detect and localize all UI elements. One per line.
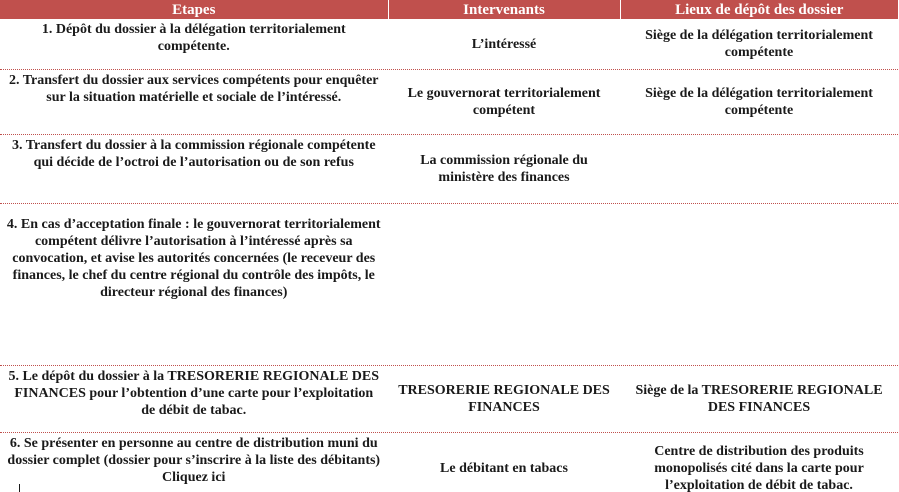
header-intervenants: Intervenants	[388, 0, 620, 19]
lieu-cell	[620, 204, 898, 366]
lieu-cell: Siège de la délégation territorialement compétente	[620, 19, 898, 70]
header-lieux: Lieux de dépôt des dossier	[620, 0, 898, 19]
intervenant-cell: L’intéressé	[388, 19, 620, 70]
etape-cell: 4. En cas d’acceptation finale : le gouvernorat territorialement compétent délivre l’autorisation à l’intéressé après sa convocation, et avise les autorités concernées (le receveur des finances, le chef du centre régional du contrôle des impôts, le directeur régional des finances)	[0, 204, 388, 366]
table-row	[0, 135, 898, 204]
etape-cell: 3. Transfert du dossier à la commission régionale compétente qui décide de l’octroi de l’autorisation ou de son refus	[0, 135, 388, 204]
lieu-cell: Siège de la TRESORERIE REGIONALE DES FINANCES	[620, 366, 898, 433]
lieu-cell	[620, 135, 898, 204]
intervenant-cell	[388, 204, 620, 366]
table-row	[0, 70, 898, 135]
etape-cell: 6. Se présenter en personne au centre de distribution muni du dossier complet (dossier pour s’inscrire à la liste des débitants) Cliquez ici	[0, 433, 388, 492]
intervenant-cell: La commission régionale du ministère des finances	[388, 135, 620, 204]
table-row	[0, 19, 898, 70]
lieu-cell: Siège de la délégation territorialement compétente	[620, 70, 898, 135]
header-etapes: Etapes	[0, 0, 388, 19]
table-row	[0, 204, 898, 366]
header-row	[0, 0, 898, 19]
etape-cell: 2. Transfert du dossier aux services compétents pour enquêter sur la situation matérielle et sociale de l’intéressé.	[0, 70, 388, 135]
intervenant-cell: Le gouvernorat territorialement compétent	[388, 70, 620, 135]
intervenant-cell: Le débitant en tabacs	[388, 433, 620, 492]
etape-cell: 1. Dépôt du dossier à la délégation territorialement compétente.	[0, 19, 388, 70]
lieu-cell: Centre de distribution des produits monopolisés cité dans la carte pour l’exploitation de débit de tabac.	[620, 433, 898, 492]
text-cursor-mark	[19, 484, 20, 492]
intervenant-cell: TRESORERIE REGIONALE DES FINANCES	[388, 366, 620, 433]
table-row	[0, 433, 898, 492]
table-row	[0, 366, 898, 433]
etape-cell: 5. Le dépôt du dossier à la TRESORERIE REGIONALE DES FINANCES pour l’obtention d’une carte pour l’exploitation de débit de tabac.	[0, 366, 388, 433]
